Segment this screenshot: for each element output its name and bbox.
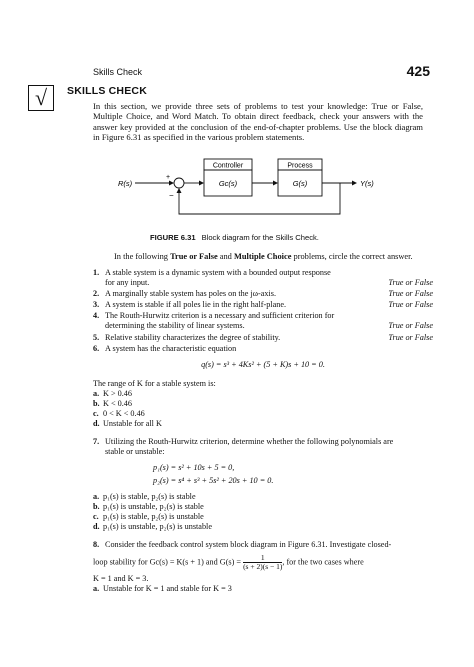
- process-title: Process: [287, 162, 313, 170]
- question-3: 3. A system is stable if all poles lie in the right half-plane. True or False: [93, 300, 433, 309]
- output-arrowhead: [352, 181, 357, 186]
- process-tf: G(s): [292, 179, 308, 188]
- summing-junction: [174, 178, 184, 188]
- q6-option: a. K > 0.46: [93, 389, 132, 398]
- q7-option: d. p₁(s) is unstable, p₂(s) is unstable: [93, 522, 212, 531]
- controller-tf: Gc(s): [218, 179, 238, 188]
- tf-answer: True or False: [388, 289, 433, 298]
- question-6: 6. A system has the characteristic equation q(s) = s³ + 4Ks² + (5 + K)s + 10 = 0. The range of K for a stable system is: a. K > 0.46 b. K < 0.46 c. 0 < K < 0.46 d. Unstable for all K: [93, 344, 433, 429]
- question-8: 8. Consider the feedback control system block diagram in Figure 6.31. Investigate closed- loop stability for Gc(s) = K(s + 1) and G(s) = $\frac{1}{(s + 2)(s - 1)}$ , for the two cases where K = 1 and K = 3. a. Unstable for K = 1 and stable for K = 3: [93, 540, 392, 593]
- tf-answer: True or False: [388, 278, 433, 287]
- instructions: In the following True or False and Multiple Choice problems, circle the correct answer.: [114, 252, 413, 261]
- question-4: 4. The Routh-Hurwitz criterion is a necessary and sufficient criterion for determining the stability of linear systems. True or False: [93, 311, 433, 330]
- page-number: 425: [406, 63, 430, 79]
- fraction: $\frac{1}{(s + 2)(s - 1)}$: [243, 553, 283, 571]
- running-title: Skills Check: [93, 67, 143, 77]
- feedback-arrowhead: [177, 188, 182, 193]
- q7-option: a. p₁(s) is stable, p₂(s) is stable: [93, 492, 196, 501]
- q6-option: d. Unstable for all K: [93, 419, 162, 428]
- q7-equation-1: p₁(s) = s² + 10s + 5 = 0,: [153, 463, 235, 472]
- q7-equation-2: p₂(s) = s⁴ + s³ + 5s² + 20s + 10 = 0.: [153, 476, 274, 485]
- controller-title: Controller: [212, 162, 244, 170]
- feedback-path: [179, 183, 340, 214]
- figure-label: FIGURE 6.31: [150, 233, 196, 242]
- q6-equation: q(s) = s³ + 4Ks² + (5 + K)s + 10 = 0.: [201, 360, 325, 369]
- tf-answer: True or False: [388, 300, 433, 309]
- question-5: 5. Relative stability characterizes the degree of stability. True or False: [93, 333, 433, 342]
- figure-text: Block diagram for the Skills Check.: [201, 233, 319, 242]
- block-diagram: [108, 152, 408, 232]
- tf-answer: True or False: [388, 321, 433, 330]
- question-2: 2. A marginally stable system has poles on the jω-axis. True or False: [93, 289, 433, 298]
- check-icon: √: [28, 85, 54, 111]
- q7-option: c. p₁(s) is stable, p₂(s) is unstable: [93, 512, 204, 521]
- error-arrowhead: [199, 181, 204, 186]
- tf-answer: True or False: [388, 333, 433, 342]
- question-1: 1. A stable system is a dynamic system with a bounded output response for any input. True or False: [93, 268, 433, 287]
- output-label: Y(s): [360, 179, 374, 188]
- input-label: R(s): [118, 179, 133, 188]
- section-title: SKILLS CHECK: [67, 85, 147, 97]
- control-arrowhead: [273, 181, 278, 186]
- plus-sign: +: [166, 174, 171, 181]
- q6-option: c. 0 < K < 0.46: [93, 409, 145, 418]
- minus-sign: −: [169, 191, 174, 200]
- figure-caption: [150, 233, 319, 242]
- q6-option: b. K < 0.46: [93, 399, 132, 408]
- input-arrowhead: [169, 181, 174, 186]
- intro-paragraph: In this section, we provide three sets of problems to test your knowledge: True or False, Multiple Choice, and Word Match. To obtain direct feedback, check your answers with the answer key provided at the conclusion of the end-of-chapter problems. Use the block diagram in Figure 6.31 as specified in the various problem statements.: [93, 101, 423, 143]
- question-7: 7. Utilizing the Routh-Hurwitz criterion, determine whether the following polynomials are stable or unstable: p₁(s) = s² + 10s + 5 = 0, p₂(s) = s⁴ + s³ + 5s² + 20s + 10 = 0. a. p₁(s) is stable, p₂(s) is stable b. p₁(s) is unstable, p₂(s) is stable c. p₁(s) is stable, p₂(s) is unstable d. p₁(s) is unstable, p₂(s) is unstable: [93, 437, 433, 532]
- q7-option: b. p₁(s) is unstable, p₂(s) is stable: [93, 502, 204, 511]
